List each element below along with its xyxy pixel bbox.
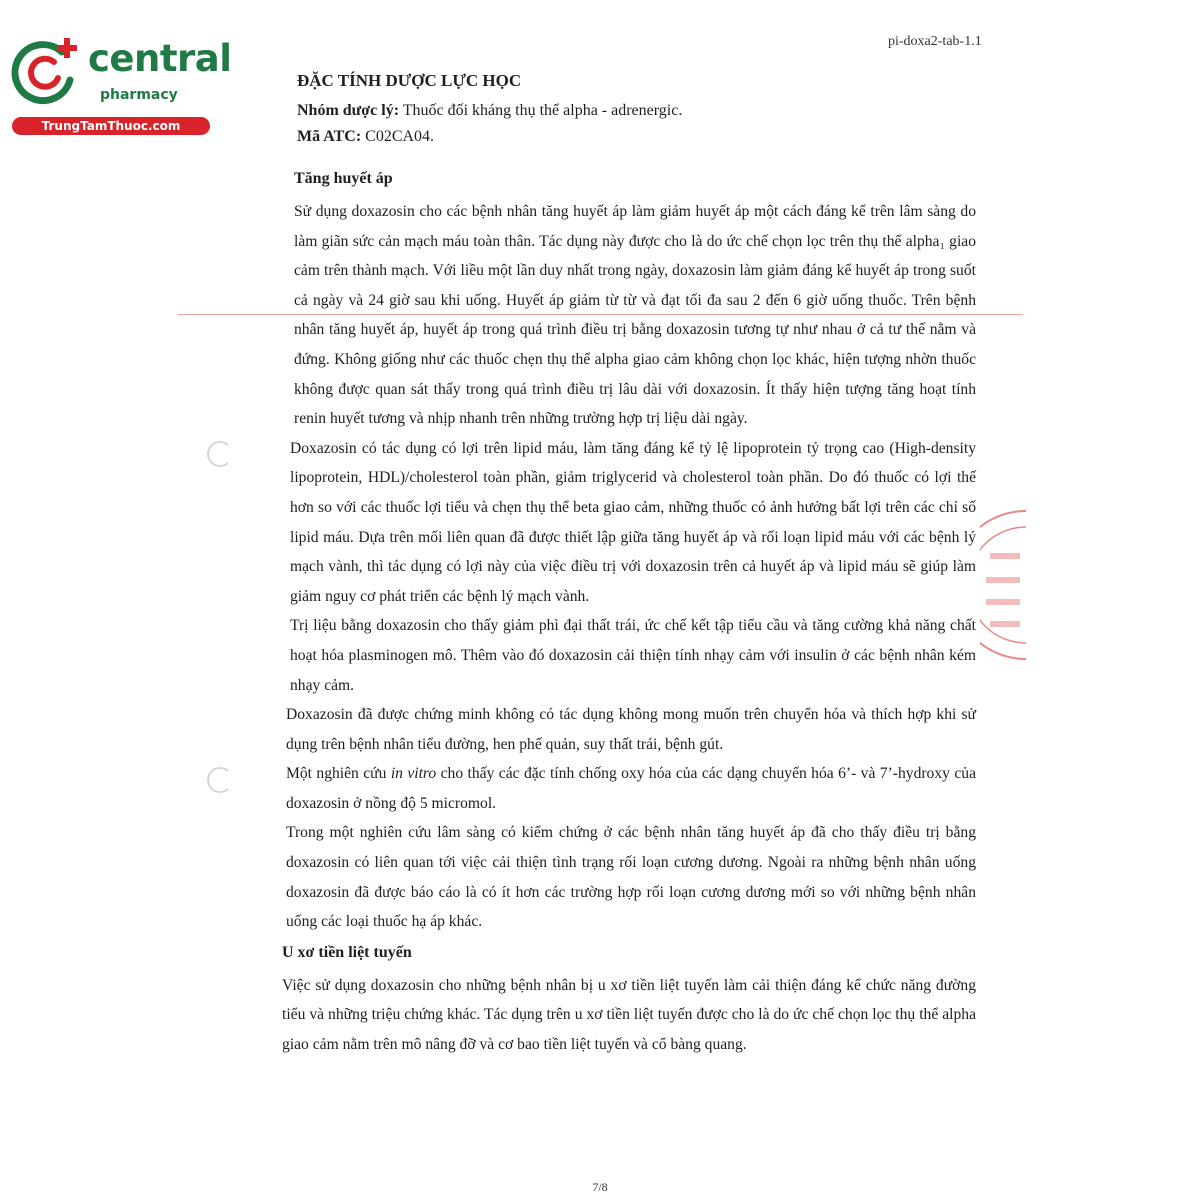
atc-code xyxy=(297,124,997,150)
paragraph: Doxazosin đã được chứng minh không có tác dụng không mong muốn trên chuyển hóa và thích hợp khi sử dụng trên bệnh nhân tiểu đường, hen phế quản, suy thất trái, bệnh gút. xyxy=(286,706,976,753)
company-stamp-icon xyxy=(980,505,1028,665)
brand-name: central xyxy=(88,37,232,80)
paragraph xyxy=(282,759,976,818)
page-number: 7/8 xyxy=(592,1180,608,1194)
punch-hole-icon xyxy=(206,766,234,794)
text-run: Một nghiên cứu xyxy=(286,765,391,783)
italic-term: in vitro xyxy=(390,765,437,783)
document-header xyxy=(297,70,997,150)
pharmacological-group xyxy=(297,98,997,124)
section-heading-prostate: U xơ tiền liệt tuyến xyxy=(282,943,412,961)
atc-value: C02CA04. xyxy=(361,128,435,145)
section-heading-hypertension: Tăng huyết áp xyxy=(294,170,393,187)
atc-label: Mã ATC: xyxy=(297,128,362,145)
text-run: cho thấy các đặc tính chống oxy hóa của các dạng chuyển hóa 6’- và 7’-hydroxy của doxazosin ở nồng độ 5 micromol. xyxy=(286,765,976,812)
document-body xyxy=(282,165,976,1060)
paragraph: Doxazosin có tác dụng có lợi trên lipid máu, làm tăng đáng kể tỷ lệ lipoprotein tỷ trọng cao (High-density lipoprotein, HDL)/cholesterol toàn phần, giảm triglycerid và cholesterol toàn phần. Do đó thuốc có lợi thế hơn so với các thuốc lợi tiểu và chẹn thụ thể beta giao cảm, những thuốc có ảnh hưởng bất lợi trên các chỉ số lipid máu. Dựa trên mối liên quan đã được thiết lập giữa tăng huyết áp và rối loạn lipid máu với các bệnh lý mạch vành, thì tác dụng có lợi này của việc điều trị với doxazosin trên cả huyết áp và lipid máu sẽ giúp làm giảm nguy cơ phát triển các bệnh lý mạch vành. xyxy=(290,439,976,605)
paragraph: Trong một nghiên cứu lâm sàng có kiểm chứng ở các bệnh nhân tăng huyết áp đã cho thấy điều trị bằng doxazosin có liên quan tới việc cải thiện tình trạng rối loạn cương dương. Ngoài ra những bệnh nhân uống doxazosin đã được báo cáo là có ít hơn các trường hợp rối loạn cương dương mới so với những bệnh nhân uống các loại thuốc hạ áp khác. xyxy=(286,824,976,931)
document-code: pi-doxa2-tab-1.1 xyxy=(888,34,982,49)
pharmacy-logo xyxy=(10,36,232,136)
brand-subtitle: pharmacy xyxy=(100,87,178,103)
logo-mark-icon xyxy=(10,36,82,108)
brand-site-banner: TrungTamThuoc.com xyxy=(12,117,210,135)
paragraph: Trị liệu bằng doxazosin cho thấy giảm phì đại thất trái, ức chế kết tập tiểu cầu và tăng cường khả năng chất hoạt hóa plasminogen mô. Thêm vào đó doxazosin cải thiện tính nhạy cảm với insulin ở các bệnh nhân kém nhạy cảm. xyxy=(290,617,976,694)
punch-hole-icon xyxy=(206,440,234,468)
group-label: Nhóm dược lý: xyxy=(297,102,400,119)
page-title: ĐẶC TÍNH DƯỢC LỰC HỌC xyxy=(297,71,522,90)
group-value: Thuốc đối kháng thụ thể alpha - adrenergic. xyxy=(399,102,683,119)
paragraph: Việc sử dụng doxazosin cho những bệnh nhân bị u xơ tiền liệt tuyến làm cải thiện đáng kể chức năng đường tiểu và những triệu chứng khác. Tác dụng trên u xơ tiền liệt tuyến được cho là do ức chế chọn lọc thụ thể alpha giao cảm nằm trên mô nâng đỡ và cơ bao tiền liệt tuyến và cổ bàng quang. xyxy=(282,976,976,1054)
paragraph: Sử dụng doxazosin cho các bệnh nhân tăng huyết áp làm giảm huyết áp một cách đáng kể trên lâm sàng do làm giãn sức cản mạch máu toàn thân. Tác dụng này được cho là do ức chế chọn lọc trên thụ thể alpha₁ giao cảm trên thành mạch. Với liều một lần duy nhất trong ngày, doxazosin làm giảm đáng kể huyết áp trong suốt cả ngày và 24 giờ sau khi uống. Huyết áp giảm từ từ và đạt tối đa sau 2 đến 6 giờ uống thuốc. Trên bệnh nhân tăng huyết áp, huyết áp trong quá trình điều trị bằng doxazosin tương tự như nhau ở cả tư thế nằm và đứng. Không giống như các thuốc chẹn thụ thể alpha giao cảm không chọn lọc khác, hiện tượng nhờn thuốc không được quan sát thấy trong quá trình điều trị lâu dài với doxazosin. Ít thấy hiện tượng tăng hoạt tính renin huyết tương và nhịp nhanh trên những trường hợp trị liệu dài ngày. xyxy=(294,203,976,428)
